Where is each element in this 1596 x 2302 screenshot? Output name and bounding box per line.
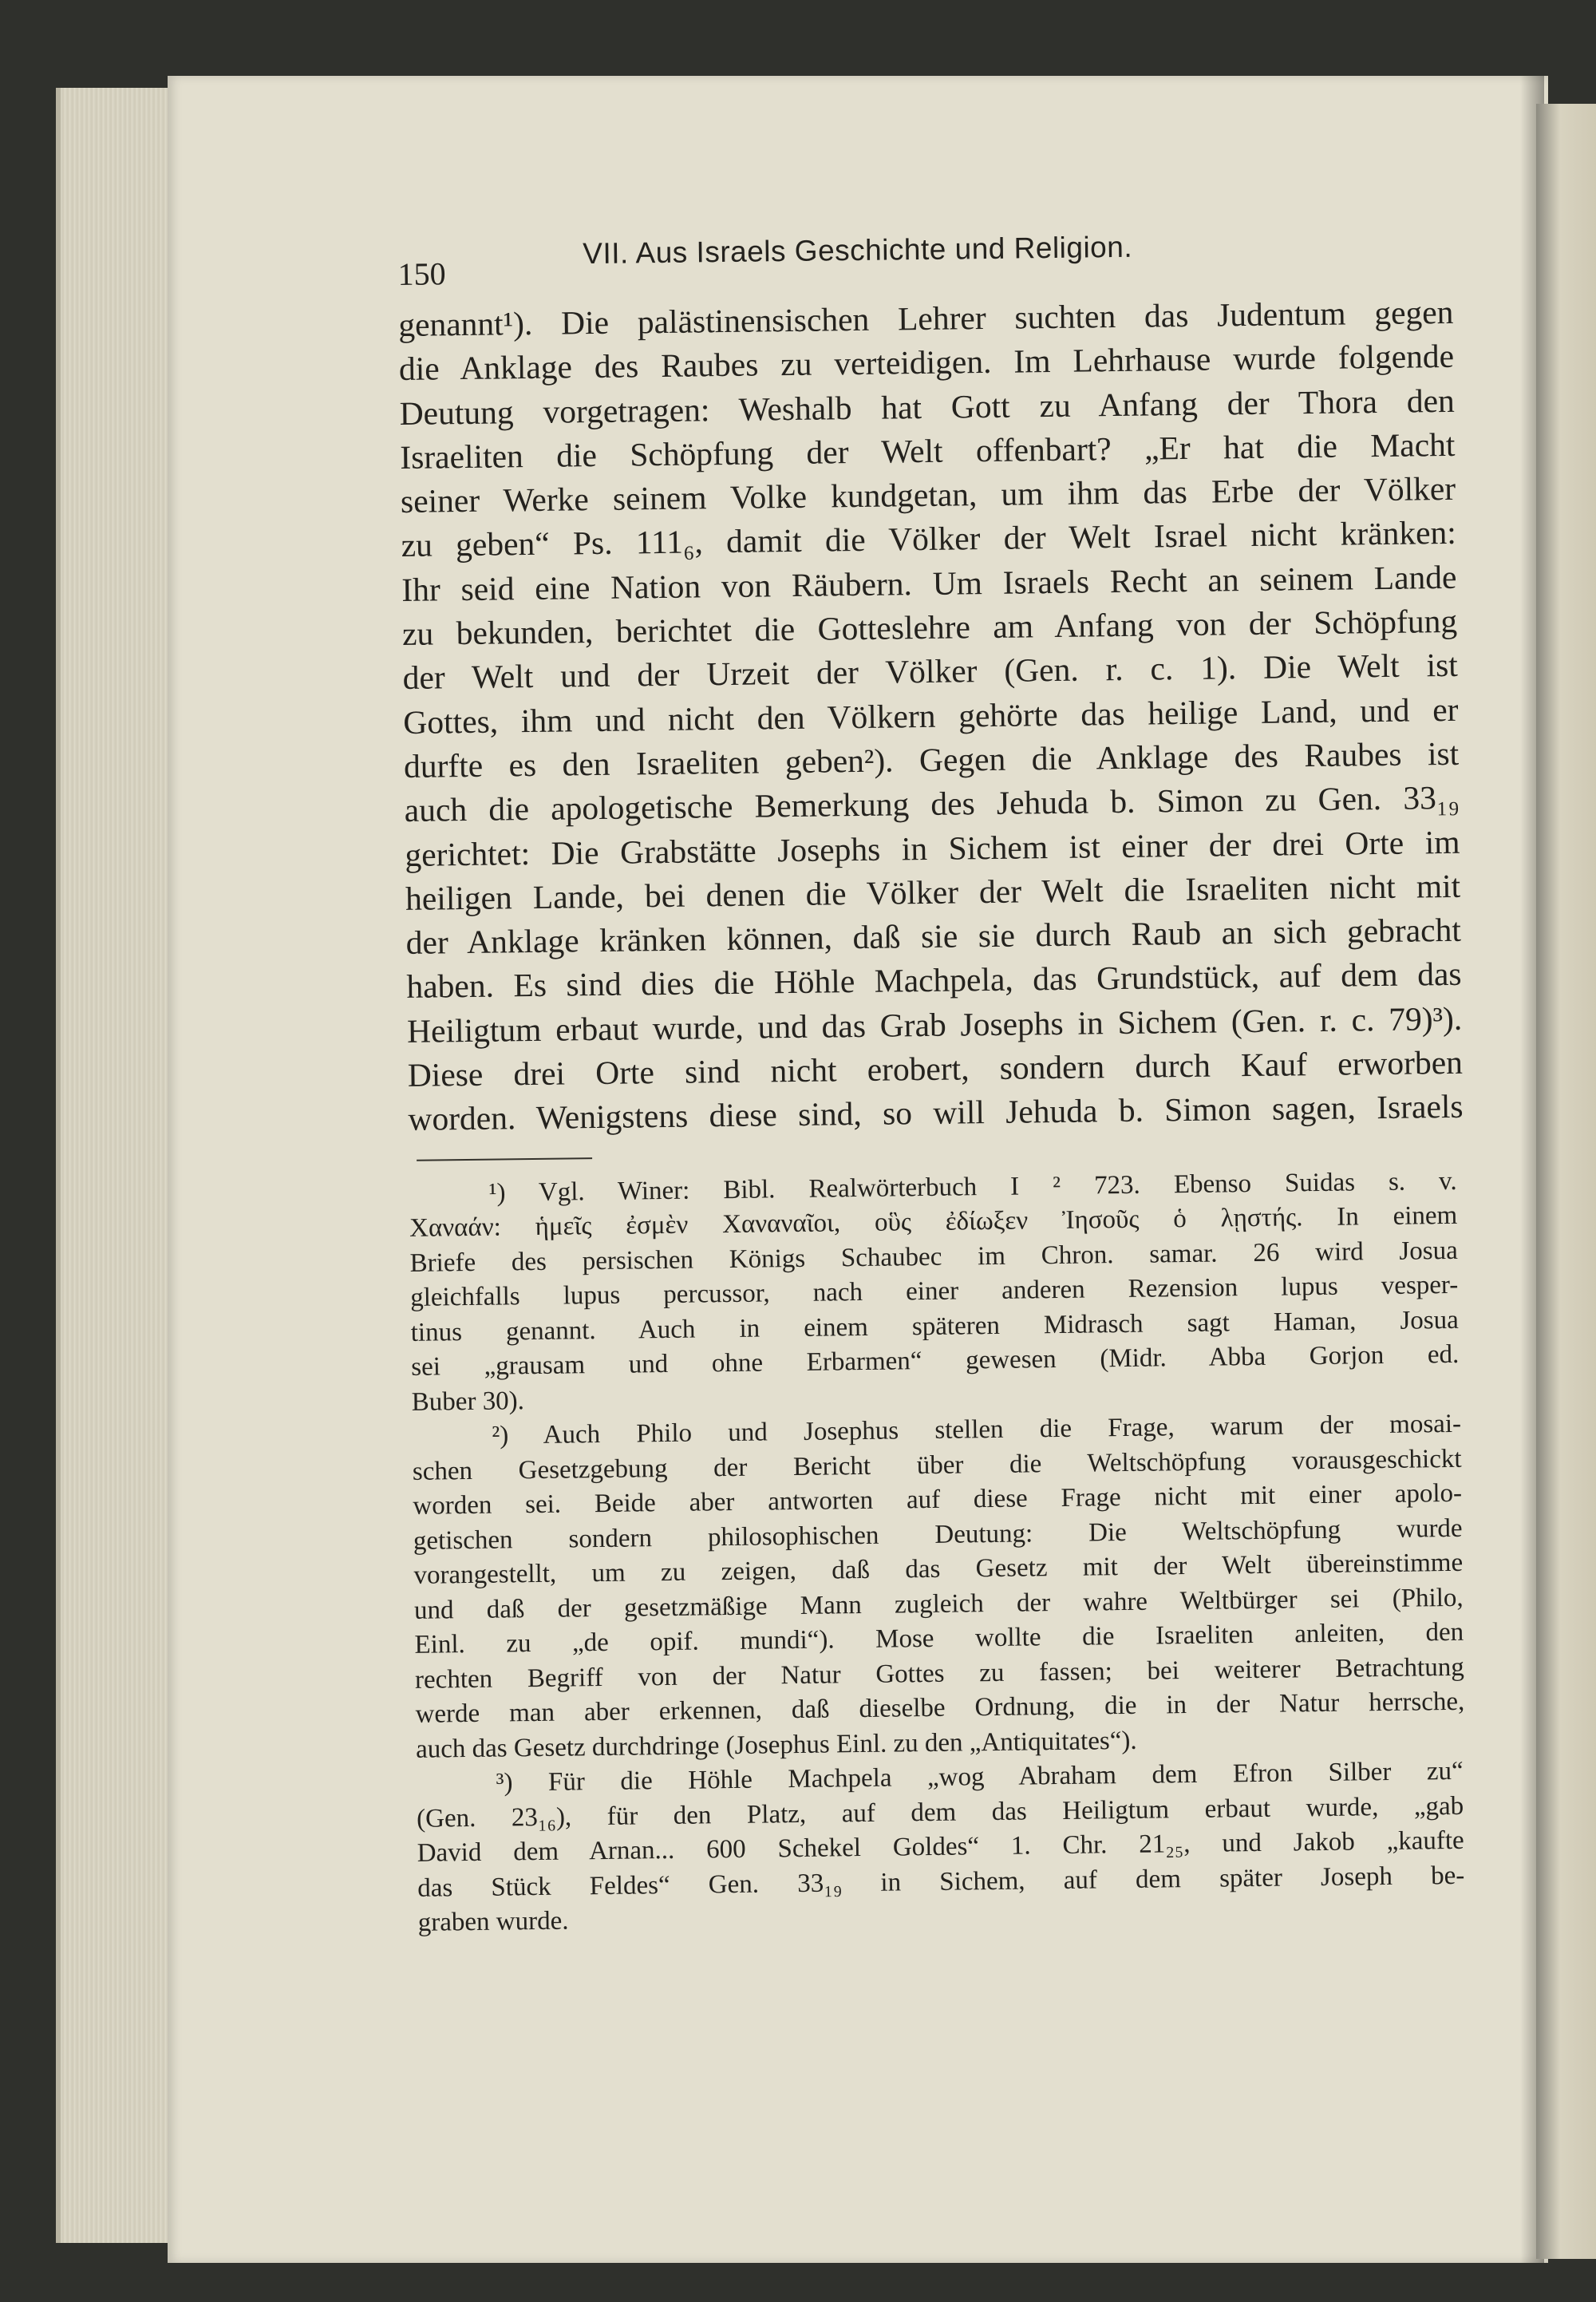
adjacent-page-edge (1536, 104, 1596, 2259)
text-line: heiligen Lande, bei denen die Völker der Welt die Israeliten nicht mit (405, 867, 1461, 917)
footnote-line: und daß der gesetzmäßige Mann zugleich der wahre Weltbürger sei (Philo, (413, 1583, 1464, 1625)
footnotes (409, 1165, 1464, 1941)
text-line: auch die apologetische Bemerkung des Jehuda b. Simon zu Gen. 33₁₉ (404, 779, 1460, 829)
text-line: Ihr seid eine Nation von Räubern. Um Israels Recht an seinem Lande (401, 558, 1457, 608)
footnote-line: ²) Auch Philo und Josephus stellen die Frage, warum der mosai- (492, 1409, 1462, 1450)
footnote-line: (Gen. 23₁₆), für den Platz, auf dem das Heiligtum erbaut wurde, „gab (416, 1791, 1464, 1833)
text-line: der Anklage kränken können, daß sie sie durch Raub an sich gebracht (405, 911, 1462, 962)
running-head: VII. Aus Israels Geschichte und Religion. (582, 230, 1133, 271)
text-line: worden. Wenigstens diese sind, so will Jehuda b. Simon sagen, Israels (408, 1088, 1464, 1138)
footnote-line: Buber 30). (411, 1386, 525, 1417)
text-line: seiner Werke seinem Volke kundgetan, um ihm das Erbe der Völker (400, 470, 1456, 520)
footnote-2 (412, 1407, 1465, 1767)
text-line: Heiligtum erbaut wurde, und das Grab Josephs in Sichem (Gen. r. c. 79)³). (406, 999, 1463, 1050)
footnote-line: auch das Gesetz durchdringe (Josephus Einl. zu den „Antiquitates“). (415, 1726, 1137, 1764)
text-line: durfte es den Israeliten geben²). Gegen die Anklage des Raubes ist (403, 734, 1460, 785)
footnote-line: David dem Arnan... 600 Schekel Goldes“ 1. Chr. 21₂₅, und Jakob „kaufte (417, 1825, 1464, 1868)
footnote-line: das Stück Feldes“ Gen. 33₁₉ in Sichem, auf dem später Joseph be- (417, 1861, 1465, 1903)
page-content (397, 227, 1464, 1940)
text-line: zu bekunden, berichtet die Gotteslehre am Anfang von der Schöpfung (401, 602, 1458, 653)
page-header (397, 227, 1444, 303)
footnote-line: worden sei. Beide aber antworten auf diese Frage nicht mit einer apolo- (413, 1478, 1463, 1521)
footnote-line: getischen sondern philosophischen Deutung: Die Weltschöpfung wurde (413, 1513, 1463, 1556)
footnote-line: tinus genannt. Auch in einem späteren Midrasch sagt Haman, Josua (410, 1305, 1460, 1347)
footnote-line: vorangestellt, um zu zeigen, daß das Gesetz mit der Welt übereinstimme (413, 1548, 1464, 1591)
footnote-line: ³) Für die Höhle Machpela „wog Abraham dem Efron Silber zu“ (496, 1756, 1464, 1798)
text-line: die Anklage des Raubes zu verteidigen. Im Lehrhause wurde folgende (398, 338, 1455, 388)
footnote-line: sei „grausam und ohne Erbarmen“ gewesen (Midr. Abba Gorjon ed. (411, 1339, 1460, 1382)
footnote-rule (417, 1157, 592, 1161)
text-line: haben. Es sind dies die Höhle Machpela, das Grundstück, auf dem das (406, 955, 1462, 1006)
text-line: Gottes, ihm und nicht den Völkern gehörte das heilige Land, und er (403, 690, 1459, 741)
main-text (398, 291, 1464, 1142)
text-line: Diese drei Orte sind nicht erobert, sondern durch Kauf erworben (407, 1043, 1464, 1094)
footnote-line: werde man aber erkennen, daß dieselbe Ordnung, die in der Natur herrsche, (415, 1687, 1465, 1730)
footnote-1 (409, 1165, 1460, 1420)
footnote-3 (416, 1754, 1464, 1940)
footnote-line: Briefe des persischen Königs Schaubec im Chron. samar. 26 wird Josua (409, 1236, 1458, 1278)
page-number: 150 (397, 255, 446, 292)
text-line: Israeliten die Schöpfung der Welt offenbart? „Er hat die Macht (400, 425, 1456, 476)
text-line: genannt¹). Die palästinensischen Lehrer suchten das Judentum gegen (398, 293, 1454, 343)
footnote-line: gleichfalls lupus percussor, nach einer anderen Rezension lupus vesper- (409, 1271, 1459, 1313)
text-line: zu geben“ Ps. 111₆, damit die Völker der Welt Israel nicht kränken: (401, 514, 1457, 564)
footnote-line: rechten Begriff von der Natur Gottes zu fassen; bei weiterer Betrachtung (414, 1652, 1464, 1695)
text-line: der Welt und der Urzeit der Völker (Gen. r. c. 1). Die Welt ist (402, 647, 1459, 697)
footnote-line: graben wurde. (417, 1906, 569, 1937)
footnote-line: schen Gesetzgebung der Bericht über die Weltschöpfung vorausgeschickt (412, 1444, 1462, 1486)
footnote-line: ¹) Vgl. Winer: Bibl. Realwörterbuch I ² 723. Ebenso Suidas s. v. (488, 1166, 1457, 1208)
text-line: Deutung vorgetragen: Weshalb hat Gott zu Anfang der Thora den (399, 382, 1455, 432)
footnote-line: Χαναάν: ἡμεῖς ἐσμὲν Χαναναῖοι, οὓς ἐδίωξεν Ἰησοῦς ὁ λῃστής. In einem (409, 1201, 1458, 1244)
footnote-line: Einl. zu „de opif. mundi“). Mose wollte die Israeliten anleiten, den (414, 1617, 1464, 1660)
text-line: gerichtet: Die Grabstätte Josephs in Sichem ist einer der drei Orte im (405, 823, 1460, 873)
